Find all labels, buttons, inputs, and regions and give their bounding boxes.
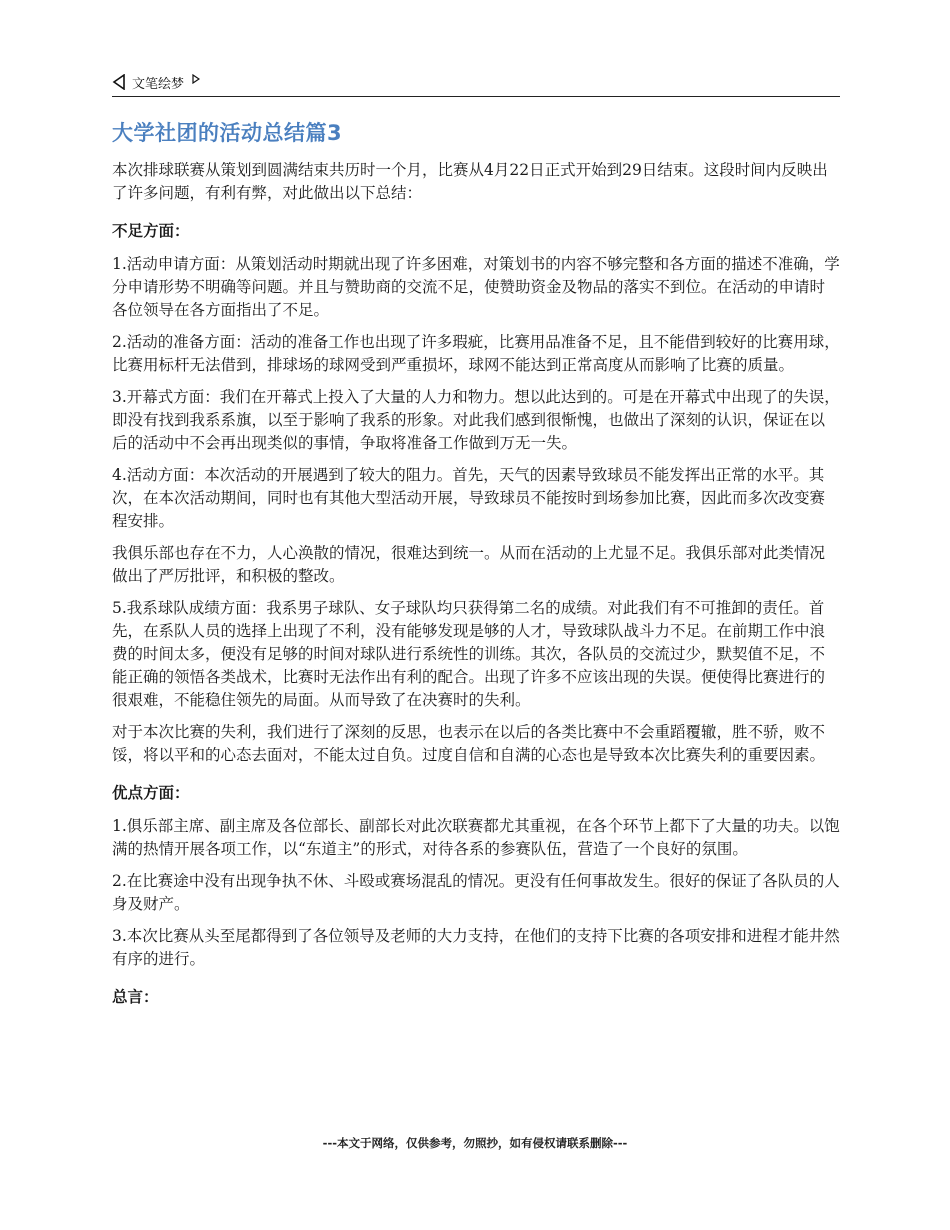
document-page <box>112 70 840 1019</box>
triangle-right-icon <box>192 74 200 84</box>
page-header <box>112 70 840 97</box>
strength-paragraph: 3.本次比赛从头至尾都得到了各位领导及老师的大力支持，在他们的支持下比赛的各项安排和进程才能井然有序的进行。 <box>112 927 840 968</box>
triangle-left-icon <box>112 74 126 90</box>
shortcomings-heading: 不足方面： <box>112 222 190 240</box>
shortcoming-paragraph: 我俱乐部也存在不力，人心涣散的情况，很难达到统一。从而在活动的上尤显不足。我俱乐部对此类情况做出了严厉批评，和积极的整改。 <box>112 544 826 585</box>
shortcoming-paragraph: 2.活动的准备方面：活动的准备工作也出现了许多瑕疵，比赛用品准备不足，且不能借到较好的比赛用球，比赛用标杆无法借到，排球场的球网受到严重损坏，球网不能达到正常高度从而影响了比赛的质量。 <box>112 333 840 374</box>
summary-heading: 总言： <box>112 988 159 1006</box>
strengths-heading: 优点方面： <box>112 784 190 802</box>
strength-paragraph: 1.俱乐部主席、副主席及各位部长、副部长对此次联赛都尤其重视，在各个环节上都下了大量的功夫。以饱满的热情开展各项工作，以“东道主”的形式，对待各系的参赛队伍，营造了一个良好的氛围。 <box>112 817 840 858</box>
shortcoming-paragraph: 5.我系球队成绩方面：我系男子球队、女子球队均只获得第二名的成绩。对此我们有不可推卸的责任。首先，在系队人员的选择上出现了不利，没有能够发现是够的人才，导致球队战斗力不足。在前期工作中浪费的时间太多，便没有足够的时间对球队进行系统性的训练。其次，各队员的交流过少，默契值不足，不能正确的领悟各类战术，比赛时无法作出有利的配合。出现了许多不应该出现的失误。便使得比赛进行的很艰难，不能稳住领先的局面。从而导致了在决赛时的失利。 <box>112 599 826 709</box>
page-title: 大学社团的活动总结篇3 <box>112 121 343 145</box>
strength-paragraph: 2.在比赛途中没有出现争执不休、斗殴或赛场混乱的情况。更没有任何事故发生。很好的保证了各队员的人身及财产。 <box>112 872 840 913</box>
shortcoming-paragraph: 3.开幕式方面：我们在开幕式上投入了大量的人力和物力。想以此达到的。可是在开幕式中出现了的失误，即没有找到我系系旗，以至于影响了我系的形象。对此我们感到很惭愧，也做出了深刻的认识，保证在以后的活动中不会再出现类似的事情，争取将准备工作做到万无一失。 <box>112 388 840 452</box>
intro-paragraph: 本次排球联赛从策划到圆满结束共历时一个月，比赛从4月22日正式开始到29日结束。这段时间内反映出了许多问题，有利有弊，对此做出以下总结： <box>112 161 828 202</box>
header-brand: 文笔绘梦 <box>132 76 185 92</box>
shortcoming-paragraph: 4.活动方面：本次活动的开展遇到了较大的阻力。首先，天气的因素导致球员不能发挥出正常的水平。其次，在本次活动期间，同时也有其他大型活动开展，导致球员不能按时到场参加比赛，因此而多次改变赛程安排。 <box>112 466 826 530</box>
shortcoming-paragraph: 1.活动申请方面：从策划活动时期就出现了许多困难，对策划书的内容不够完整和各方面的描述不准确，学分申请形势不明确等问题。并且与赞助商的交流不足，使赞助资金及物品的落实不到位。在活动的申请时各位领导在各方面指出了不足。 <box>112 255 840 319</box>
shortcoming-paragraph: 对于本次比赛的失利，我们进行了深刻的反思，也表示在以后的各类比赛中不会重蹈覆辙，胜不骄，败不馁，将以平和的心态去面对，不能太过自负。过度自信和自满的心态也是导致本次比赛失利的重要因素。 <box>112 723 826 764</box>
page-footer: ---本文于网络，仅供参考，勿照抄，如有侵权请联系删除--- <box>322 1136 628 1150</box>
